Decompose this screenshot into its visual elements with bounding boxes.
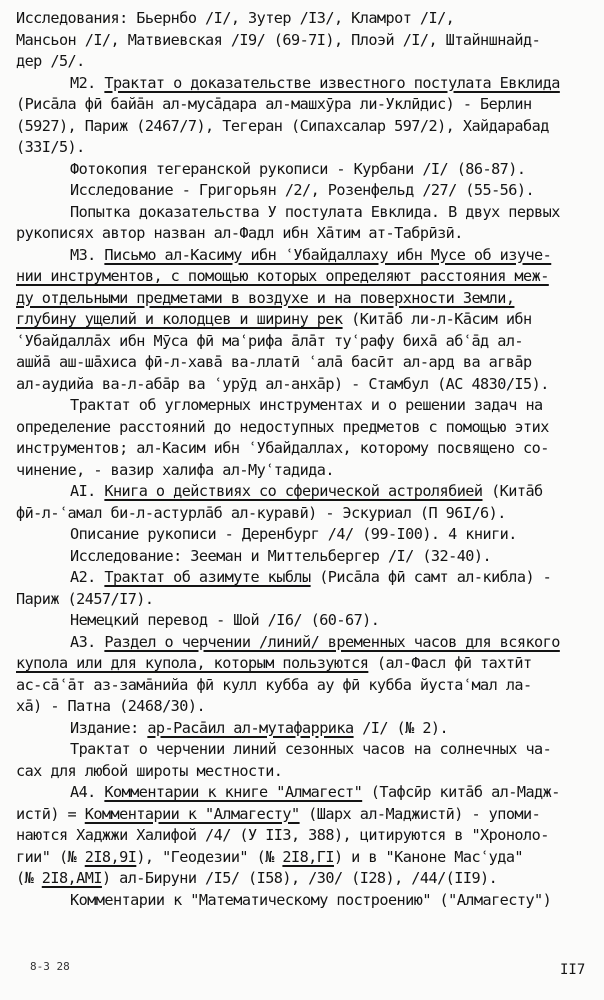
text-line bbox=[16, 890, 596, 912]
text-segment: А4. bbox=[70, 783, 105, 801]
text-line bbox=[16, 868, 596, 890]
text-segment: (33I/5). bbox=[16, 138, 85, 156]
text-segment: гии" (№ bbox=[16, 847, 85, 866]
text-segment: Исследование: Зееман и Миттельбергер /I/ (32-40). bbox=[70, 546, 492, 565]
text-segment: Трактат о черчении линий сезонных часов на солнечных ча- bbox=[70, 740, 552, 758]
text-segment: ас-сāʿāт аз-замāнийа фӣ кулл кубба ау фӣ кубба йустаʿмал ла- bbox=[16, 675, 532, 694]
text-segment: рукописях автор назван ал-Фадл ибн Хāтим ат-Табрӣзӣ. bbox=[16, 224, 463, 242]
text-segment: Описание рукописи - Деренбург /4/ (99-I00). 4 книги. bbox=[70, 525, 517, 543]
text-segment: AI. bbox=[70, 482, 105, 500]
text-line bbox=[16, 718, 596, 740]
text-line bbox=[16, 202, 596, 224]
underlined-title: Трактат об азимуте кыблы bbox=[104, 568, 311, 586]
underlined-title: Комментарии к книге "Алмагест" bbox=[104, 783, 363, 801]
text-segment: М3. bbox=[70, 245, 105, 264]
text-segment: А2. bbox=[70, 568, 105, 586]
text-line bbox=[16, 567, 596, 589]
text-line bbox=[16, 847, 596, 869]
text-segment: (Тафсӣр китāб ал-Мадж- bbox=[362, 783, 560, 801]
text-segment: ашйā аш-шāхиса фӣ-л-хавā ва-ллатӣ ʿалā басӣт ал-ард ва агвāр bbox=[16, 353, 532, 371]
text-segment: (ал-Фасл фӣ тахтӣт bbox=[368, 654, 532, 672]
text-segment: Комментарии к "Математическому построению" ("Алмагесту") bbox=[70, 890, 552, 909]
text-segment: (Шарх ал-Маджистӣ) - упоми- bbox=[299, 804, 541, 823]
underlined-title: 2I8,ГI bbox=[282, 847, 334, 866]
text-segment: истӣ) = bbox=[16, 804, 85, 823]
text-line bbox=[16, 546, 596, 568]
text-segment: М2. bbox=[70, 73, 105, 92]
footer-mark: 8-3 28 bbox=[30, 960, 70, 973]
text-line bbox=[16, 116, 596, 138]
text-segment: сах для любой широты местности. bbox=[16, 761, 283, 780]
text-line bbox=[16, 51, 596, 73]
underlined-title: 2I8,9I bbox=[84, 847, 137, 866]
text-line bbox=[16, 352, 596, 374]
underlined-title: Книга о действиях со сферической астролябией bbox=[104, 482, 483, 500]
text-line bbox=[16, 782, 596, 804]
text-line bbox=[16, 137, 596, 159]
underlined-title: ду отдельными предметами в воздухе и на поверхности Земли, bbox=[16, 288, 515, 307]
text-line bbox=[16, 610, 596, 632]
text-line bbox=[16, 438, 596, 460]
underlined-title: ар-Расāил ал-мутафаррика bbox=[147, 718, 354, 737]
text-line bbox=[16, 417, 596, 439]
text-line bbox=[16, 288, 596, 310]
text-segment: (Рисāла фӣ байāн ал-мусāдара ал-машхӯра ли-Уклӣдис) - Берлин bbox=[16, 95, 532, 113]
text-line bbox=[16, 653, 596, 675]
text-line bbox=[16, 632, 596, 654]
text-segment: ал-аудийа ва-л-абāр ва ʿурӯд ал-анхāр) - Стамбул (АС 4830/I5). bbox=[16, 374, 549, 393]
text-line bbox=[16, 374, 596, 396]
text-body bbox=[16, 8, 596, 911]
text-line bbox=[16, 309, 596, 331]
text-line bbox=[16, 30, 596, 52]
text-segment: фӣ-л-ʿамал би-л-астурлāб ал-куравӣ) - Эскуриал (П 96I/6). bbox=[16, 503, 506, 522]
text-line bbox=[16, 524, 596, 546]
text-line bbox=[16, 8, 596, 30]
text-line bbox=[16, 331, 596, 353]
text-line bbox=[16, 180, 596, 202]
underlined-title: Комментарии к "Алмагесту" bbox=[84, 804, 300, 823]
text-segment: Париж (2457/I7). bbox=[16, 589, 154, 608]
text-line bbox=[16, 761, 596, 783]
underlined-title: Раздел о черчении /линий/ временных часов для всякого bbox=[104, 632, 560, 651]
text-segment: ), "Геодезии" (№ bbox=[136, 847, 283, 866]
text-line bbox=[16, 94, 596, 116]
underlined-title: нии инструментов, с помощью которых определяют расстояния меж- bbox=[16, 267, 549, 285]
text-segment: (Китāб bbox=[482, 482, 543, 500]
text-segment: А3. bbox=[70, 632, 105, 651]
text-line bbox=[16, 825, 596, 847]
text-line bbox=[16, 73, 596, 95]
text-line bbox=[16, 804, 596, 826]
text-segment: ʿУбайдаллāх ибн Мӯса фӣ маʿрифа āлāт туʿрафу бихā абʿāд ал- bbox=[16, 331, 524, 350]
text-line bbox=[16, 696, 596, 718]
text-line bbox=[16, 395, 596, 417]
text-line bbox=[16, 159, 596, 181]
text-segment: (5927), Париж (2467/7), Тегеран (Сипахсалар 597/2), Хайдарабад bbox=[16, 116, 549, 135]
text-line bbox=[16, 266, 596, 288]
text-line bbox=[16, 503, 596, 525]
text-segment: ) ал-Бируни /I5/ (I58), /30/ (I28), /44/(II9). bbox=[101, 869, 498, 887]
text-segment: Фотокопия тегеранской рукописи - Курбани /I/ (86-87). bbox=[70, 159, 526, 178]
text-line bbox=[16, 460, 596, 482]
underlined-title: 2I8,АМI bbox=[41, 869, 102, 887]
text-segment: Немецкий перевод - Шой /I6/ (60-67). bbox=[70, 611, 380, 629]
text-segment: Исследования: Бьернбо /I/, Зутер /I3/, Кламрот /I/, bbox=[16, 9, 455, 27]
text-line bbox=[16, 675, 596, 697]
underlined-title: купола или для купола, которым пользуются bbox=[16, 654, 369, 672]
text-segment: (№ bbox=[16, 869, 42, 887]
text-line bbox=[16, 223, 596, 245]
text-segment: Попытка доказательства У постулата Евклида. В двух первых bbox=[70, 202, 560, 221]
text-segment: Издание: bbox=[70, 718, 148, 737]
text-line bbox=[16, 589, 596, 611]
text-segment: /I/ (№ 2). bbox=[353, 718, 449, 737]
text-segment: Мансьон /I/, Матвиевская /I9/ (69-7I), Плоэй /I/, Штайншнайд- bbox=[16, 30, 541, 49]
text-segment: чинение, - вазир халифа ал-Муʿтадида. bbox=[16, 460, 334, 479]
text-segment: Исследование - Григорьян /2/, Розенфельд /27/ (55-56). bbox=[70, 181, 535, 199]
underlined-title: Трактат о доказательстве известного постулата Евклида bbox=[104, 73, 560, 92]
text-segment: ) и в "Каноне Масʿуда" bbox=[333, 847, 524, 866]
text-segment: Трактат об угломерных инструментах и о решении задач на bbox=[70, 396, 543, 414]
text-segment: (Рисāла фӣ самт ал-кибла) - bbox=[310, 568, 552, 586]
underlined-title: Письмо ал-Касиму ибн ʿУбайдаллаху ибн Мусе об изуче- bbox=[104, 245, 552, 264]
text-segment: наются Хаджжи Халифой /4/ (У II3, 388), цитируются в "Хроноло- bbox=[16, 826, 549, 844]
text-segment: инструментов; ал-Касим ибн ʿУбайдаллах, которому посвящено со- bbox=[16, 439, 549, 457]
text-line bbox=[16, 245, 596, 267]
text-line bbox=[16, 739, 596, 761]
text-line bbox=[16, 481, 596, 503]
underlined-title: глубину ущелий и колодцев и ширину рек bbox=[16, 310, 343, 328]
text-segment: дер /5/. bbox=[16, 52, 85, 70]
text-segment: (Китāб ли-л-Кāсим ибн bbox=[342, 310, 532, 328]
text-segment: определение расстояний до недоступных предметов с помощью этих bbox=[16, 417, 549, 436]
page-number: II7 bbox=[560, 962, 586, 978]
text-segment: хā) - Патна (2468/30). bbox=[16, 697, 206, 715]
